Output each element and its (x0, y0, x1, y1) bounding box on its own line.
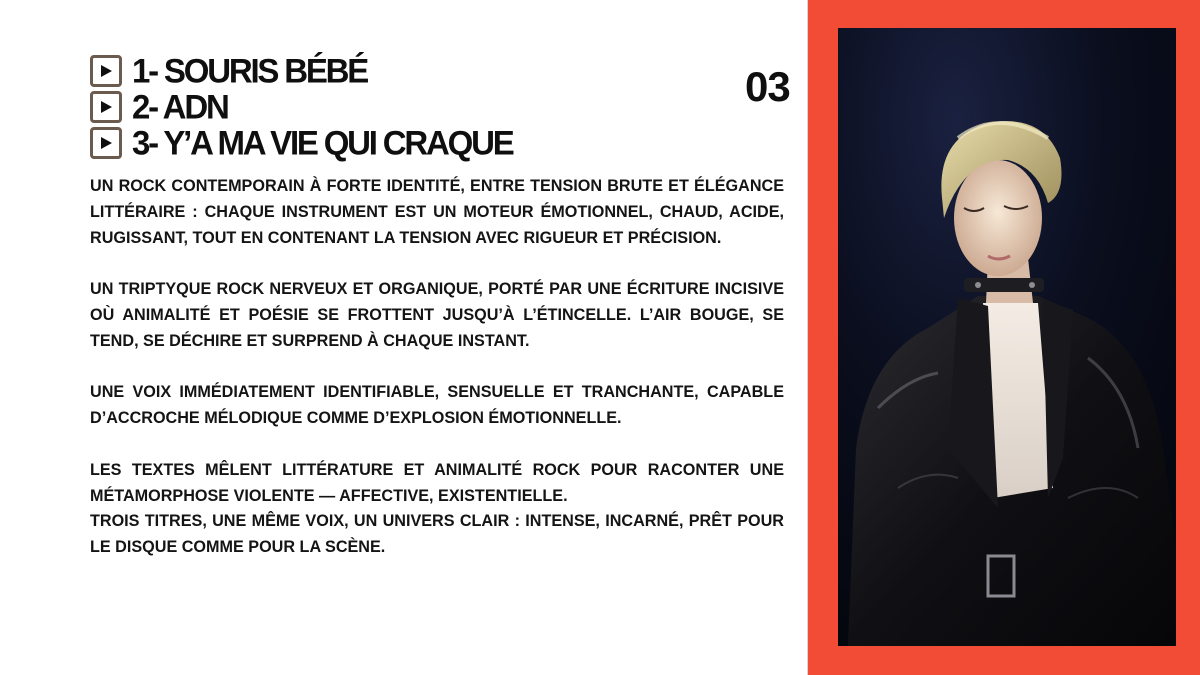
track-title: 1- SOURIS BÉBÉ (132, 51, 368, 90)
page-number: 03 (745, 63, 790, 110)
play-icon[interactable] (90, 91, 122, 123)
play-icon[interactable] (90, 55, 122, 87)
track-item[interactable] (90, 53, 650, 89)
play-icon[interactable] (90, 127, 122, 159)
track-title: 3- Y’A MA VIE QUI CRAQUE (132, 123, 513, 162)
paragraph: TROIS TITRES, UNE MÊME VOIX, UN UNIVERS CLAIR : INTENSE, INCARNÉ, PRÊT POUR LE DISQUE COMME POUR LA SCÈNE. (90, 512, 784, 557)
paragraph: UNE VOIX IMMÉDIATEMENT IDENTIFIABLE, SENSUELLE ET TRANCHANTE, CAPABLE D’ACCROCHE MÉLODIQUE COMME D’EXPLOSION ÉMOTIONNELLE. (90, 383, 784, 428)
track-title: 2- ADN (132, 87, 228, 126)
paragraph: UN TRIPTYQUE ROCK NERVEUX ET ORGANIQUE, PORTÉ PAR UNE ÉCRITURE INCISIVE OÙ ANIMALITÉ ET POÉSIE SE FROTTENT JUSQU’À L’ÉTINCELLE. L’AIR BOUGE, SE TEND, SE DÉCHIRE ET SURPREND À CHAQUE INSTANT. (90, 280, 784, 350)
paragraph: UN ROCK CONTEMPORAIN À FORTE IDENTITÉ, ENTRE TENSION BRUTE ET ÉLÉGANCE LITTÉRAIRE : CHAQUE INSTRUMENT EST UN MOTEUR ÉMOTIONNEL, CHAUD, ACIDE, RUGISSANT, TOUT EN CONTENANT LA TENSION AVEC RIGUEUR ET PRÉCISION. (90, 177, 784, 247)
paragraph: LES TEXTES MÊLENT LITTÉRATURE ET ANIMALITÉ ROCK POUR RACONTER UNE MÉTAMORPHOSE VIOLENTE — AFFECTIVE, EXISTENTIELLE. (90, 460, 784, 505)
track-item[interactable] (90, 125, 650, 161)
track-list (90, 53, 650, 161)
description (90, 174, 784, 561)
artist-photo (838, 28, 1176, 646)
track-item[interactable] (90, 89, 650, 125)
